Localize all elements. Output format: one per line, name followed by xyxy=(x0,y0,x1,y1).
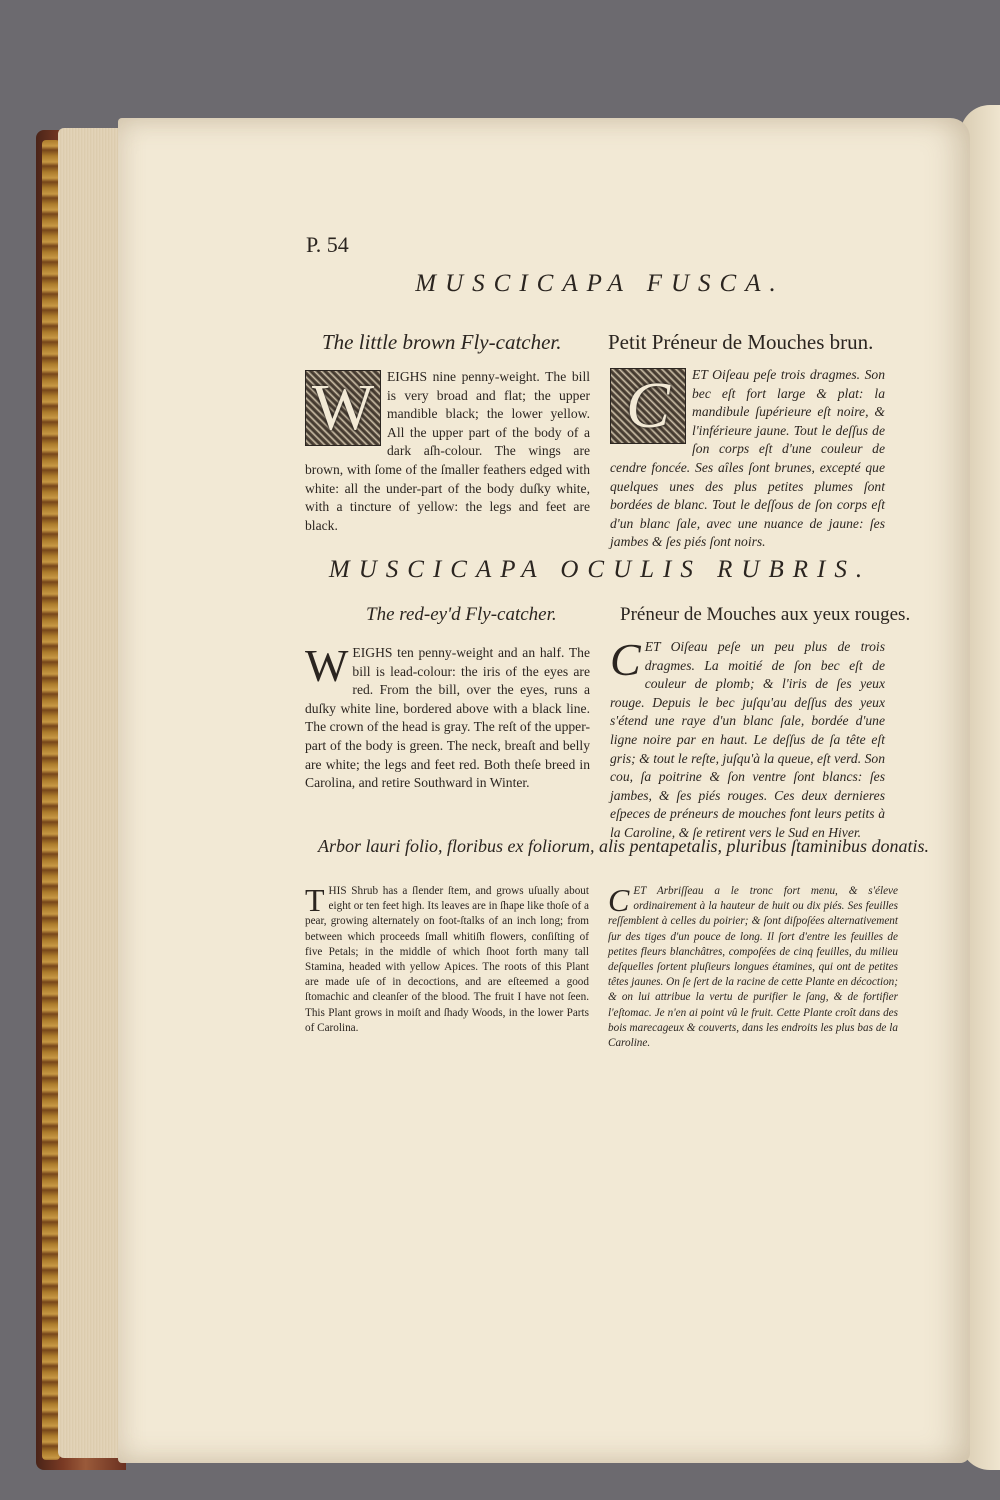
section1-en-text: EIGHS nine penny-weight. The bill is very broad and flat; the upper mandible black; the lower yellow. All the upper part of the body of a dark aſh-colour. The wings are brown, with ſome of the ſmaller feathers edged with white: all the under-part of the body duſky white, with a tincture of yellow: the legs and feet are black. xyxy=(305,369,590,533)
section2-fr-text: ET Oiſeau peſe un peu plus de trois dragmes. La moitié de ſon bec eſt de couleur de plomb; & l'iris de ſes yeux rouge. Depuis le bec juſqu'au deſſus des yeux s'étend une raye d'un blanc ſale, bordée d'une ligne noire par en haut. Le deſſus de ſa tête eſt gris; & tout le reſte, juſqu'à la queue, eſt verd. Son cou, ſa poitrine & ſon ventre ſont blancs: ſes jambes, & ſes piés rouges. Ces deux dernieres eſpeces de préneurs de mouches font leurs petits à la Caroline, & ſe retirent vers le Sud en Hiver. xyxy=(610,639,885,840)
section2-en-text: EIGHS ten penny-weight and an half. The bill is lead-colour: the iris of the eyes are red. From the bill, over the eyes, runs a duſky white line, bordered above with a black line. The crown of the head is gray. The reſt of the upper-part of the body is green. The neck, breaſt and belly are white; the legs and feet red. Both theſe breed in Carolina, and retire Southward in Winter. xyxy=(305,645,590,791)
initial-c-small: C xyxy=(608,882,630,918)
section3-title: Arbor lauri folio, floribus ex foliorum, alis pentapetalis, pluribus ſtaminibus donatis. xyxy=(318,836,930,856)
initial-c: C xyxy=(610,634,641,685)
section3-en-text: HIS Shrub has a ſlender ſtem, and grows uſually about eight or ten feet high. Its leaves are in ſhape like thoſe of a pear, growing alternately on foot-ſtalks of an inch long; from between which proceeds ſmall whitiſh flowers, conſiſting of five Petals; in the middle of which ſhoot forth many tall Stamina, headed with yellow Apices. The roots of this Plant are made uſe of in decoctions, and are eſteemed a good ſtomachic and cleanſer of the blood. The fruit I have not ſeen. This Plant grows in moiſt and ſhady Woods, in the lower Parts of Carolina. xyxy=(305,885,589,1034)
page-number: P. 54 xyxy=(306,232,349,257)
section1-en-paragraph xyxy=(305,368,590,535)
section2-fr-subtitle: Préneur de Mouches aux yeux rouges. xyxy=(620,604,911,625)
section3-fr-paragraph xyxy=(608,884,898,1051)
page-edges xyxy=(58,128,122,1458)
section1-en-subtitle: The little brown Fly-catcher. xyxy=(322,330,562,354)
section1-fr-paragraph xyxy=(610,366,885,552)
initial-w: W xyxy=(305,640,349,691)
section2-title: MUSCICAPA OCULIS RUBRIS. xyxy=(328,556,872,583)
section2-en-subtitle: The red-ey'd Fly-catcher. xyxy=(366,604,557,625)
section1-fr-text: ET Oiſeau peſe trois dragmes. Son bec eſt fort large & plat: la mandibule ſupérieure eſt noire, & l'inférieure jaune. Tout le deſſus de ſon corps eſt d'une couleur de cendre foncée. Ses aîles ſont brunes, excepté que quelques unes des plus petites plumes ſont bordées de blanc. Tout le deſſous de ſon corps eſt d'un blanc ſale, avec une nuance de jaune: ſes jambes & ſes piés ſont noirs. xyxy=(610,367,885,550)
section1-fr-subtitle: Petit Préneur de Mouches brun. xyxy=(608,330,874,354)
initial-t: T xyxy=(305,882,325,918)
section2-en-paragraph xyxy=(305,640,590,793)
section2-fr-paragraph xyxy=(610,634,885,843)
ornamental-initial-w: W xyxy=(305,370,381,446)
section3-fr-text: ET Arbriſſeau a le tronc fort menu, & s'éleve ordinairement à la hauteur de huit ou dix piés. Ses feuilles reſſemblent à celles du poirier; & ſont diſpoſées alternativement ſur des tiges d'un pouce de long. Il ſort d'entre les feuilles de petites fleurs blanchâtres, compoſées de cinq feuilles, du milieu deſquelles ſortent pluſieurs longues étamines, qui ont de petites têtes jaunes. On ſe ſert de la racine de cette Plante en décoction; & on lui attribue la vertu de purifier le ſang, & de fortifier l'eſtomac. Je n'en ai point vû le fruit. Cette Plante croît dans des bois marecageux & couverts, dans les endroits les plus bas de la Caroline. xyxy=(608,885,898,1050)
ornamental-initial-c: C xyxy=(610,368,686,444)
section1-title: MUSCICAPA FUSCA. xyxy=(415,270,785,297)
section3-en-paragraph xyxy=(305,884,589,1036)
